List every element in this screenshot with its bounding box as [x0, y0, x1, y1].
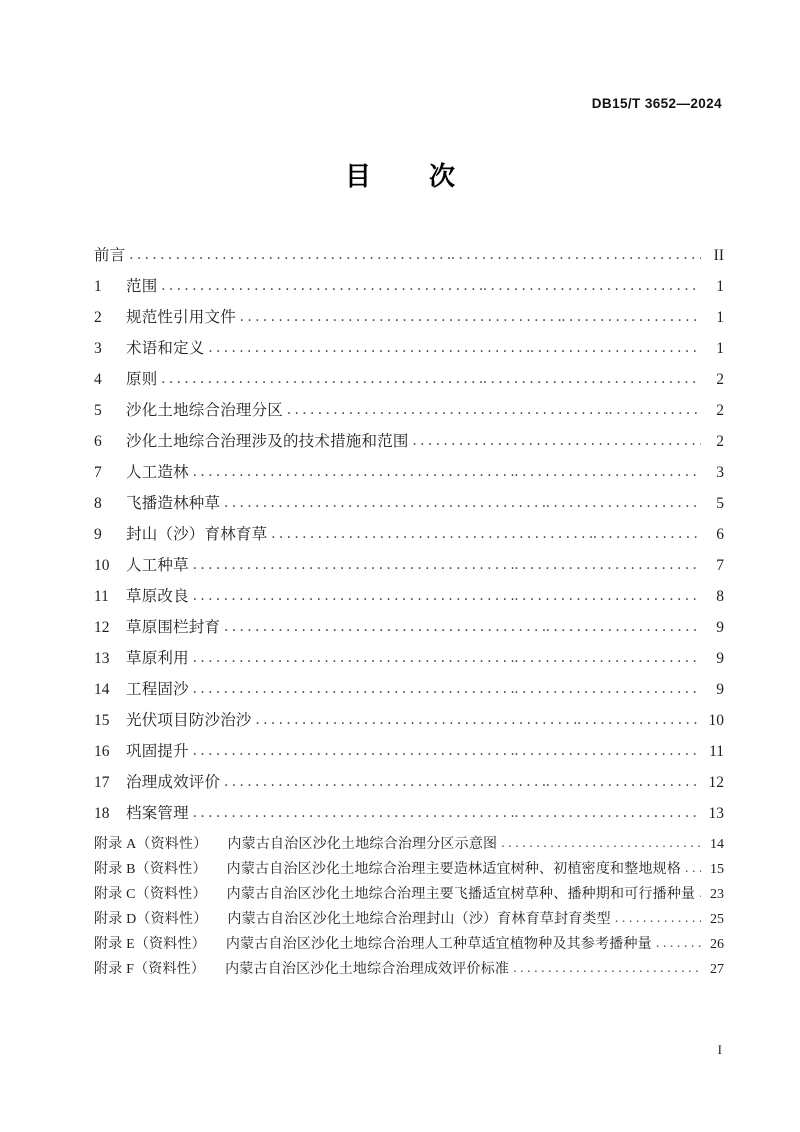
toc-dot-leader [129, 239, 701, 270]
toc-entry-page: II [713, 247, 724, 264]
toc-annex-entry[interactable] [94, 882, 724, 907]
toc-annex-entry[interactable] [94, 857, 724, 882]
toc-entry-number: 15 [94, 712, 110, 729]
toc-dot-leader [193, 673, 701, 704]
toc-entry-label: 沙化土地综合治理分区 [126, 402, 284, 419]
toc-annex-page: 25 [710, 912, 724, 927]
toc-entry[interactable] [94, 488, 724, 519]
toc-dot-leader [193, 735, 701, 766]
toc-dot-leader [699, 881, 701, 906]
toc-entry-number: 5 [94, 402, 102, 419]
toc-entry-number: 4 [94, 371, 102, 388]
toc-entry-label: 封山（沙）育林育草 [126, 526, 268, 543]
toc-annex-title: 内蒙古自治区沙化土地综合治理主要造林适宜树种、初植密度和整地规格 [226, 862, 682, 877]
toc-annex-page: 14 [710, 837, 724, 852]
page-number: I [717, 1042, 722, 1057]
toc-entry[interactable] [94, 705, 724, 736]
toc-entry-label: 巩固提升 [126, 743, 189, 760]
toc-annex-designator: 附录 D（资料性） [94, 912, 208, 927]
toc-entry-page: 9 [716, 681, 724, 698]
toc-annex-entry[interactable] [94, 832, 724, 857]
toc-dot-leader [287, 394, 701, 425]
toc-entry-label: 草原围栏封育 [126, 619, 221, 636]
toc-annex-title: 内蒙古自治区沙化土地综合治理成效评价标准 [225, 962, 510, 977]
toc-entry[interactable] [94, 271, 724, 302]
toc-entry-page: 10 [708, 712, 724, 729]
toc-entry-page: 6 [716, 526, 724, 543]
toc-entry[interactable] [94, 767, 724, 798]
toc-dot-leader [193, 456, 701, 487]
toc-entry[interactable] [94, 736, 724, 767]
toc-entry-number: 12 [94, 619, 110, 636]
toc-annex-page: 15 [710, 862, 724, 877]
toc-entry-number: 11 [94, 588, 109, 605]
toc-dot-leader [685, 856, 701, 881]
toc-entry-number: 7 [94, 464, 102, 481]
toc-entry-label: 工程固沙 [126, 681, 189, 698]
toc-entry-page: 13 [708, 805, 724, 822]
toc-entry-label: 治理成效评价 [126, 774, 221, 791]
toc-dot-leader [224, 487, 701, 518]
toc-entry-label: 原则 [126, 371, 158, 388]
toc-entry-number: 16 [94, 743, 110, 760]
toc-dot-leader [193, 797, 701, 828]
toc-entry-number: 6 [94, 433, 102, 450]
toc-entry-label: 沙化土地综合治理涉及的技术措施和范围 [126, 433, 409, 450]
toc-dot-leader [161, 270, 701, 301]
toc-entry-label: 飞播造林种草 [126, 495, 221, 512]
toc-entry-page: 5 [716, 495, 724, 512]
toc-annex-page: 27 [710, 962, 724, 977]
toc-dot-leader [501, 831, 701, 856]
toc-entry[interactable] [94, 240, 724, 271]
toc-entry-label: 光伏项目防沙治沙 [126, 712, 252, 729]
toc-dot-leader [193, 642, 701, 673]
toc-entry-number: 13 [94, 650, 110, 667]
toc-entry[interactable] [94, 364, 724, 395]
toc-annex-title: 内蒙古自治区沙化土地综合治理分区示意图 [227, 837, 498, 852]
toc-entry-page: 1 [716, 278, 724, 295]
toc-entry-number: 8 [94, 495, 102, 512]
toc-entry-page: 2 [716, 433, 724, 450]
toc-entry[interactable] [94, 674, 724, 705]
toc-entry[interactable] [94, 457, 724, 488]
toc-dot-leader [209, 332, 701, 363]
toc-dot-leader [656, 931, 701, 956]
toc-entry-number: 14 [94, 681, 110, 698]
toc-entry-label: 档案管理 [126, 805, 189, 822]
toc-entry[interactable] [94, 612, 724, 643]
toc-entry-label: 草原改良 [126, 588, 189, 605]
toc-entry-label: 草原利用 [126, 650, 189, 667]
toc-dot-leader [161, 363, 701, 394]
toc-dot-leader [413, 425, 701, 456]
toc-entry-number: 18 [94, 805, 110, 822]
toc-entry[interactable] [94, 333, 724, 364]
toc-entry-label: 人工造林 [126, 464, 189, 481]
toc-annex-title: 内蒙古自治区沙化土地综合治理封山（沙）育林育草封育类型 [227, 912, 611, 927]
toc-dot-leader [240, 301, 701, 332]
toc-entry-number: 3 [94, 340, 102, 357]
toc-annex-designator: 附录 B（资料性） [94, 862, 207, 877]
toc-annex-page: 23 [710, 887, 724, 902]
toc-entry-page: 3 [716, 464, 724, 481]
toc-entry[interactable] [94, 395, 724, 426]
toc-dot-leader [271, 518, 701, 549]
toc-entry-label: 前言 [94, 247, 126, 264]
toc-annex-entry[interactable] [94, 932, 724, 957]
toc-entry-page: 2 [716, 371, 724, 388]
toc-annex-entry[interactable] [94, 957, 724, 982]
toc-entry-label: 规范性引用文件 [126, 309, 236, 326]
toc-dot-leader [513, 956, 701, 981]
toc-entry-page: 1 [716, 340, 724, 357]
toc-entry-label: 术语和定义 [126, 340, 205, 357]
toc-annex-list [94, 832, 724, 982]
toc-dot-leader [615, 906, 701, 931]
toc-entry[interactable] [94, 519, 724, 550]
toc-entry[interactable] [94, 581, 724, 612]
toc-chapter-list [94, 240, 724, 829]
toc-entry-number: 10 [94, 557, 110, 574]
page-title: 目 次 [344, 162, 471, 191]
document-header-standard-code: DB15/T 3652—2024 [591, 96, 722, 111]
toc-annex-entry[interactable] [94, 907, 724, 932]
toc-entry-page: 1 [716, 309, 724, 326]
toc-entry-page: 7 [716, 557, 724, 574]
toc-entry-page: 9 [716, 650, 724, 667]
toc-entry[interactable] [94, 798, 724, 829]
toc-entry-page: 12 [708, 774, 724, 791]
toc-entry[interactable] [94, 643, 724, 674]
toc-entry[interactable] [94, 550, 724, 581]
toc-annex-designator: 附录 F（资料性） [94, 962, 206, 977]
toc-dot-leader [224, 766, 701, 797]
toc-annex-title: 内蒙古自治区沙化土地综合治理人工种草适宜植物种及其参考播种量 [225, 937, 652, 952]
toc-dot-leader [193, 549, 701, 580]
toc-dot-leader [193, 580, 701, 611]
toc-dot-leader [224, 611, 701, 642]
toc-dot-leader [256, 704, 701, 735]
table-of-contents [94, 240, 724, 982]
toc-entry-page: 11 [709, 743, 724, 760]
toc-entry-page: 9 [716, 619, 724, 636]
toc-entry-number: 9 [94, 526, 102, 543]
toc-entry-number: 1 [94, 278, 102, 295]
toc-annex-title: 内蒙古自治区沙化土地综合治理主要飞播适宜树草种、播种期和可行播种量 [226, 887, 696, 902]
toc-annex-designator: 附录 C（资料性） [94, 887, 207, 902]
toc-entry-page: 2 [716, 402, 724, 419]
toc-entry[interactable] [94, 426, 724, 457]
toc-entry-page: 8 [716, 588, 724, 605]
toc-entry-number: 2 [94, 309, 102, 326]
toc-entry-label: 范围 [126, 278, 158, 295]
toc-entry-number: 17 [94, 774, 110, 791]
toc-annex-designator: 附录 A（资料性） [94, 837, 208, 852]
toc-entry[interactable] [94, 302, 724, 333]
toc-entry-label: 人工种草 [126, 557, 189, 574]
toc-annex-page: 26 [710, 937, 724, 952]
toc-annex-designator: 附录 E（资料性） [94, 937, 206, 952]
